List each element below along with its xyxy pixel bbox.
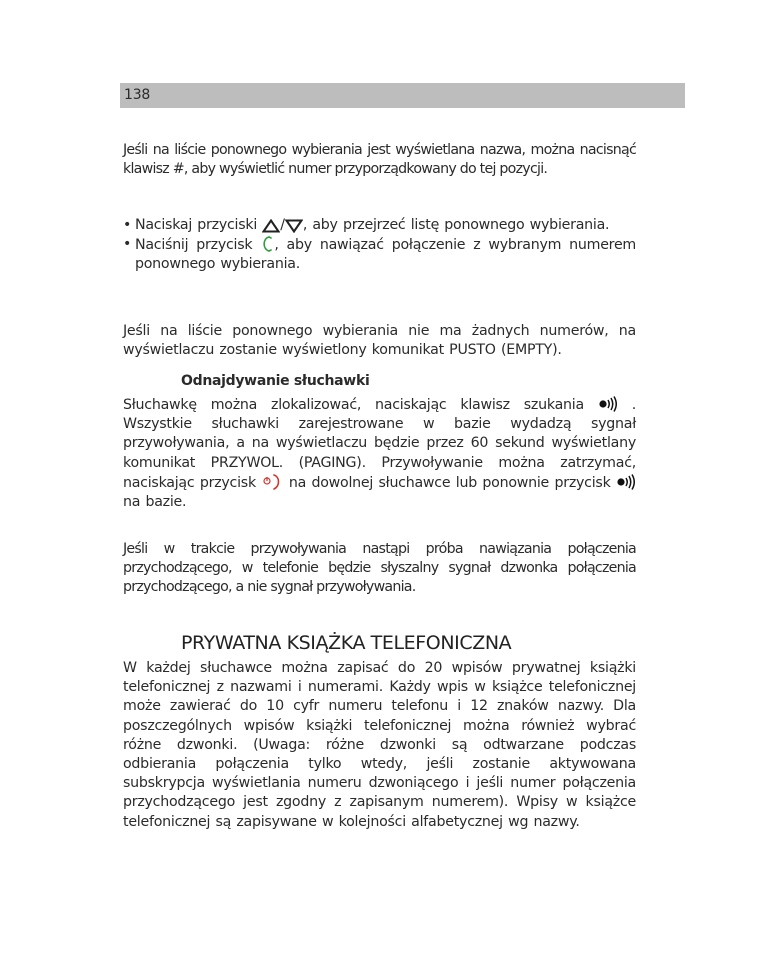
up-triangle-icon: [262, 219, 280, 233]
paging-icon: [598, 395, 618, 413]
bullet-dial-redial: [123, 235, 636, 274]
bullet-browse-redial: [123, 216, 636, 235]
bullet-text-before: Naciśnij przycisk: [135, 237, 261, 254]
end-call-icon: [261, 473, 283, 491]
handset-finder-heading: Odnajdywanie słuchawki: [181, 373, 370, 389]
redial-bullet-list: [123, 216, 636, 275]
down-triangle-icon: [285, 219, 303, 233]
finder-text-5: na bazie.: [123, 494, 187, 511]
empty-redial-paragraph: Jeśli na liście ponownego wybierania nie ma żadnych numerów, na wyświetlaczu zostanie wyświetlony komunikat PUSTO (EMPTY).: [123, 323, 636, 359]
finder-text-3: Przywoływanie można zatrzymać, naciskając przycisk: [123, 454, 636, 491]
finder-text-1: Słuchawkę można zlokalizować, naciskając klawisz szukania: [123, 397, 598, 413]
incoming-during-paging-paragraph: Jeśli w trakcie przywoływania nastąpi próba nawiązania połączenia przychodzącego, w telefonie będzie słyszalny sygnał dzwonka połączenia przychodzącego, a nie sygnał przywoływania.: [123, 541, 636, 596]
bullet-text-after: , aby przejrzeć listę ponownego wybierania.: [302, 217, 610, 233]
page-header-bar: [120, 83, 685, 108]
finder-text-2: . Wszystkie słuchawki zarejestrowane w bazie wydadzą sygnał przywoływania, a na wyświetlaczu będzie przez 60 sekund wyświetlany komunikat PRZYWOL. (PAGING).: [123, 397, 636, 471]
bullet-dot: •: [123, 236, 132, 253]
slash-separator: /: [280, 217, 285, 233]
redial-name-paragraph: Jeśli na liście ponownego wybierania jest wyświetlana nazwa, można nacisnąć klawisz #, aby wyświetlić numer przyporządkowany do tej pozycji.: [123, 142, 636, 178]
page-number: 138: [124, 87, 151, 103]
bullet-text-before: Naciskaj przyciski: [135, 217, 263, 233]
bullet-dot: •: [123, 217, 132, 233]
paging-icon: [616, 473, 636, 491]
finder-text-4: na dowolnej słuchawce lub ponownie przycisk: [283, 474, 616, 491]
bullet-text-after: , aby nawiązać połączenie z wybranym numerem ponownego wybierania.: [135, 237, 636, 273]
call-handset-icon: [260, 235, 274, 253]
handset-finder-paragraph: [123, 395, 636, 512]
phonebook-paragraph: W każdej słuchawce można zapisać do 20 wpisów prywatnej książki telefonicznej z nazwami i numerami. Każdy wpis w książce telefonicznej może zawierać do 10 cyfr numeru telefonu i 12 znaków nazwy. Dla poszczególnych wpisów książki telefonicznej można również wybrać różne dzwonki. (Uwaga: różne dzwonki są odtwarzane podczas odbierania połączenia tylko wtedy, jeśli zostanie aktywowana subskrypcja wyświetlania numeru dzwoniącego i jeśli numer połączenia przychodzącego jest zgodny z zapisanym numerem). Wpisy w książce telefonicznej są zapisywane w kolejności alfabetycznej wg nazwy.: [123, 660, 636, 830]
phonebook-section-title: PRYWATNA KSIĄŻKA TELEFONICZNA: [181, 632, 512, 654]
